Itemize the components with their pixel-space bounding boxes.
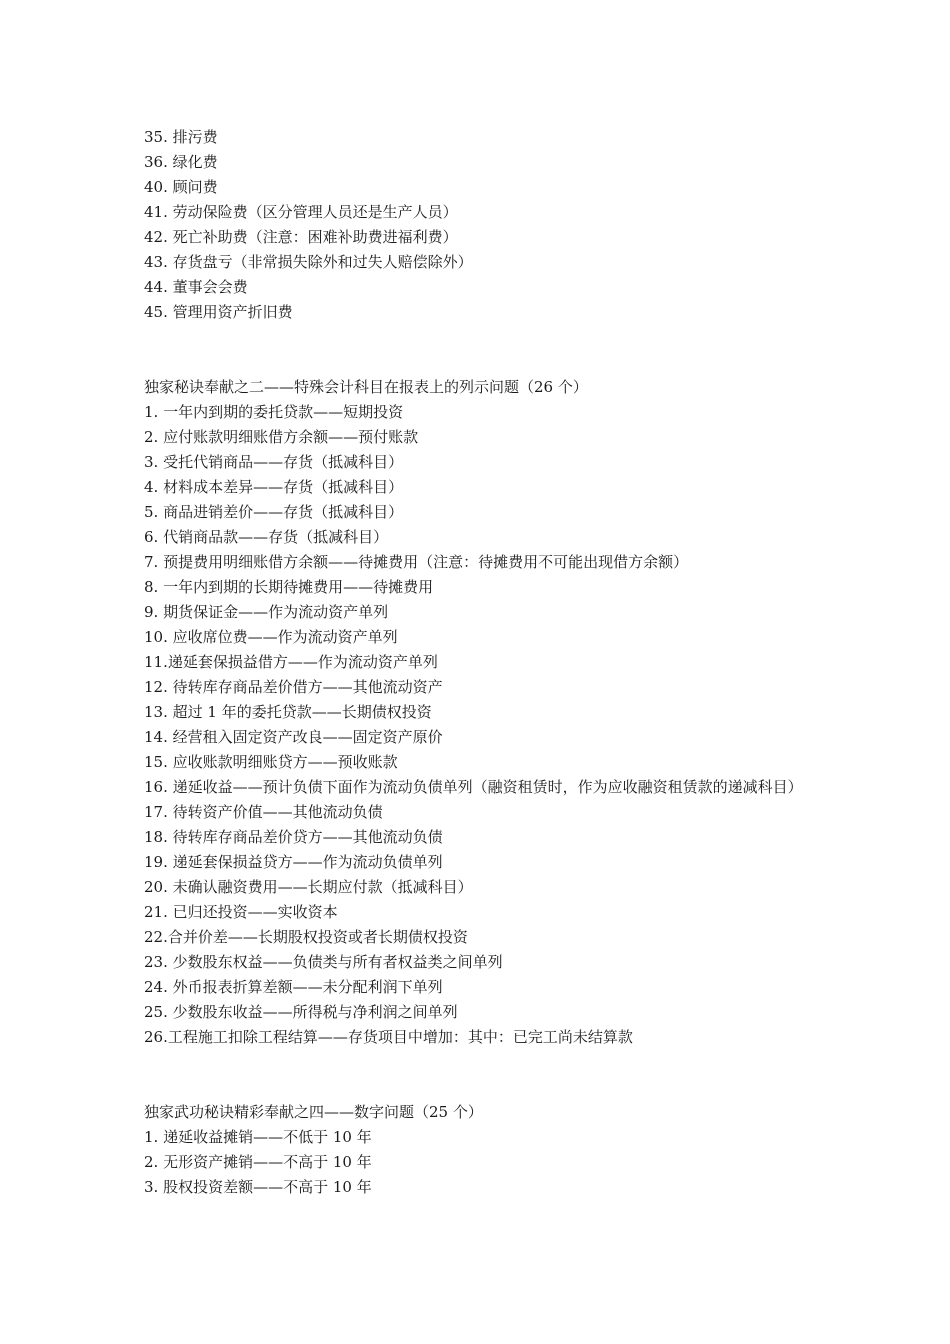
list-item: 14. 经营租入固定资产改良——固定资产原价 xyxy=(144,728,443,746)
list-item: 35. 排污费 xyxy=(144,128,218,146)
list-item: 7. 预提费用明细账借方余额——待摊费用（注意：待摊费用不可能出现借方余额） xyxy=(144,553,689,571)
list-item: 2. 应付账款明细账借方余额——预付账款 xyxy=(144,428,419,446)
list-item: 40. 顾问费 xyxy=(144,178,218,196)
list-item: 3. 股权投资差额——不高于 10 年 xyxy=(144,1178,372,1196)
expense-list xyxy=(144,125,824,325)
list-item: 6. 代销商品款——存货（抵减科目） xyxy=(144,528,389,546)
section-title: 独家武功秘诀精彩奉献之四——数字问题（25 个） xyxy=(144,1103,483,1121)
list-item: 36. 绿化费 xyxy=(144,153,218,171)
list-item: 1. 一年内到期的委托贷款——短期投资 xyxy=(144,403,404,421)
list-item: 45. 管理用资产折旧费 xyxy=(144,303,293,321)
list-item: 15. 应收账款明细账贷方——预收账款 xyxy=(144,753,398,771)
list-item: 11.递延套保损益借方——作为流动资产单列 xyxy=(144,653,438,671)
section-spacer xyxy=(144,325,824,375)
list-item: 26.工程施工扣除工程结算——存货项目中增加：其中：已完工尚未结算款 xyxy=(144,1028,633,1046)
list-item: 13. 超过 1 年的委托贷款——长期债权投资 xyxy=(144,703,432,721)
numbers-section xyxy=(144,1100,824,1200)
list-item: 42. 死亡补助费（注意：困难补助费进福利费） xyxy=(144,228,458,246)
list-item: 16. 递延收益——预计负债下面作为流动负债单列（融资租赁时，作为应收融资租赁款的递减科目） xyxy=(144,778,803,796)
list-item: 10. 应收席位费——作为流动资产单列 xyxy=(144,628,398,646)
section-title: 独家秘诀奉献之二——特殊会计科目在报表上的列示问题（26 个） xyxy=(144,378,588,396)
list-item: 8. 一年内到期的长期待摊费用——待摊费用 xyxy=(144,578,434,596)
list-item: 9. 期货保证金——作为流动资产单列 xyxy=(144,603,389,621)
list-item: 22.合并价差——长期股权投资或者长期债权投资 xyxy=(144,928,468,946)
list-item: 1. 递延收益摊销——不低于 10 年 xyxy=(144,1128,372,1146)
list-item: 2. 无形资产摊销——不高于 10 年 xyxy=(144,1153,372,1171)
special-accounts-section xyxy=(144,375,824,1050)
list-item: 21. 已归还投资——实收资本 xyxy=(144,903,338,921)
list-item: 20. 未确认融资费用——长期应付款（抵减科目） xyxy=(144,878,473,896)
list-item: 19. 递延套保损益贷方——作为流动负债单列 xyxy=(144,853,443,871)
list-item: 44. 董事会会费 xyxy=(144,278,248,296)
list-item: 41. 劳动保险费（区分管理人员还是生产人员） xyxy=(144,203,458,221)
list-item: 25. 少数股东收益——所得税与净利润之间单列 xyxy=(144,1003,458,1021)
list-item: 5. 商品进销差价——存货（抵减科目） xyxy=(144,503,404,521)
list-item: 12. 待转库存商品差价借方——其他流动资产 xyxy=(144,678,443,696)
list-item: 43. 存货盘亏（非常损失除外和过失人赔偿除外） xyxy=(144,253,473,271)
list-item: 4. 材料成本差异——存货（抵减科目） xyxy=(144,478,404,496)
list-item: 17. 待转资产价值——其他流动负债 xyxy=(144,803,383,821)
list-item: 18. 待转库存商品差价贷方——其他流动负债 xyxy=(144,828,443,846)
section-spacer xyxy=(144,1050,824,1100)
document-page xyxy=(144,125,824,1200)
list-item: 3. 受托代销商品——存货（抵减科目） xyxy=(144,453,404,471)
list-item: 24. 外币报表折算差额——未分配利润下单列 xyxy=(144,978,443,996)
list-item: 23. 少数股东权益——负债类与所有者权益类之间单列 xyxy=(144,953,503,971)
